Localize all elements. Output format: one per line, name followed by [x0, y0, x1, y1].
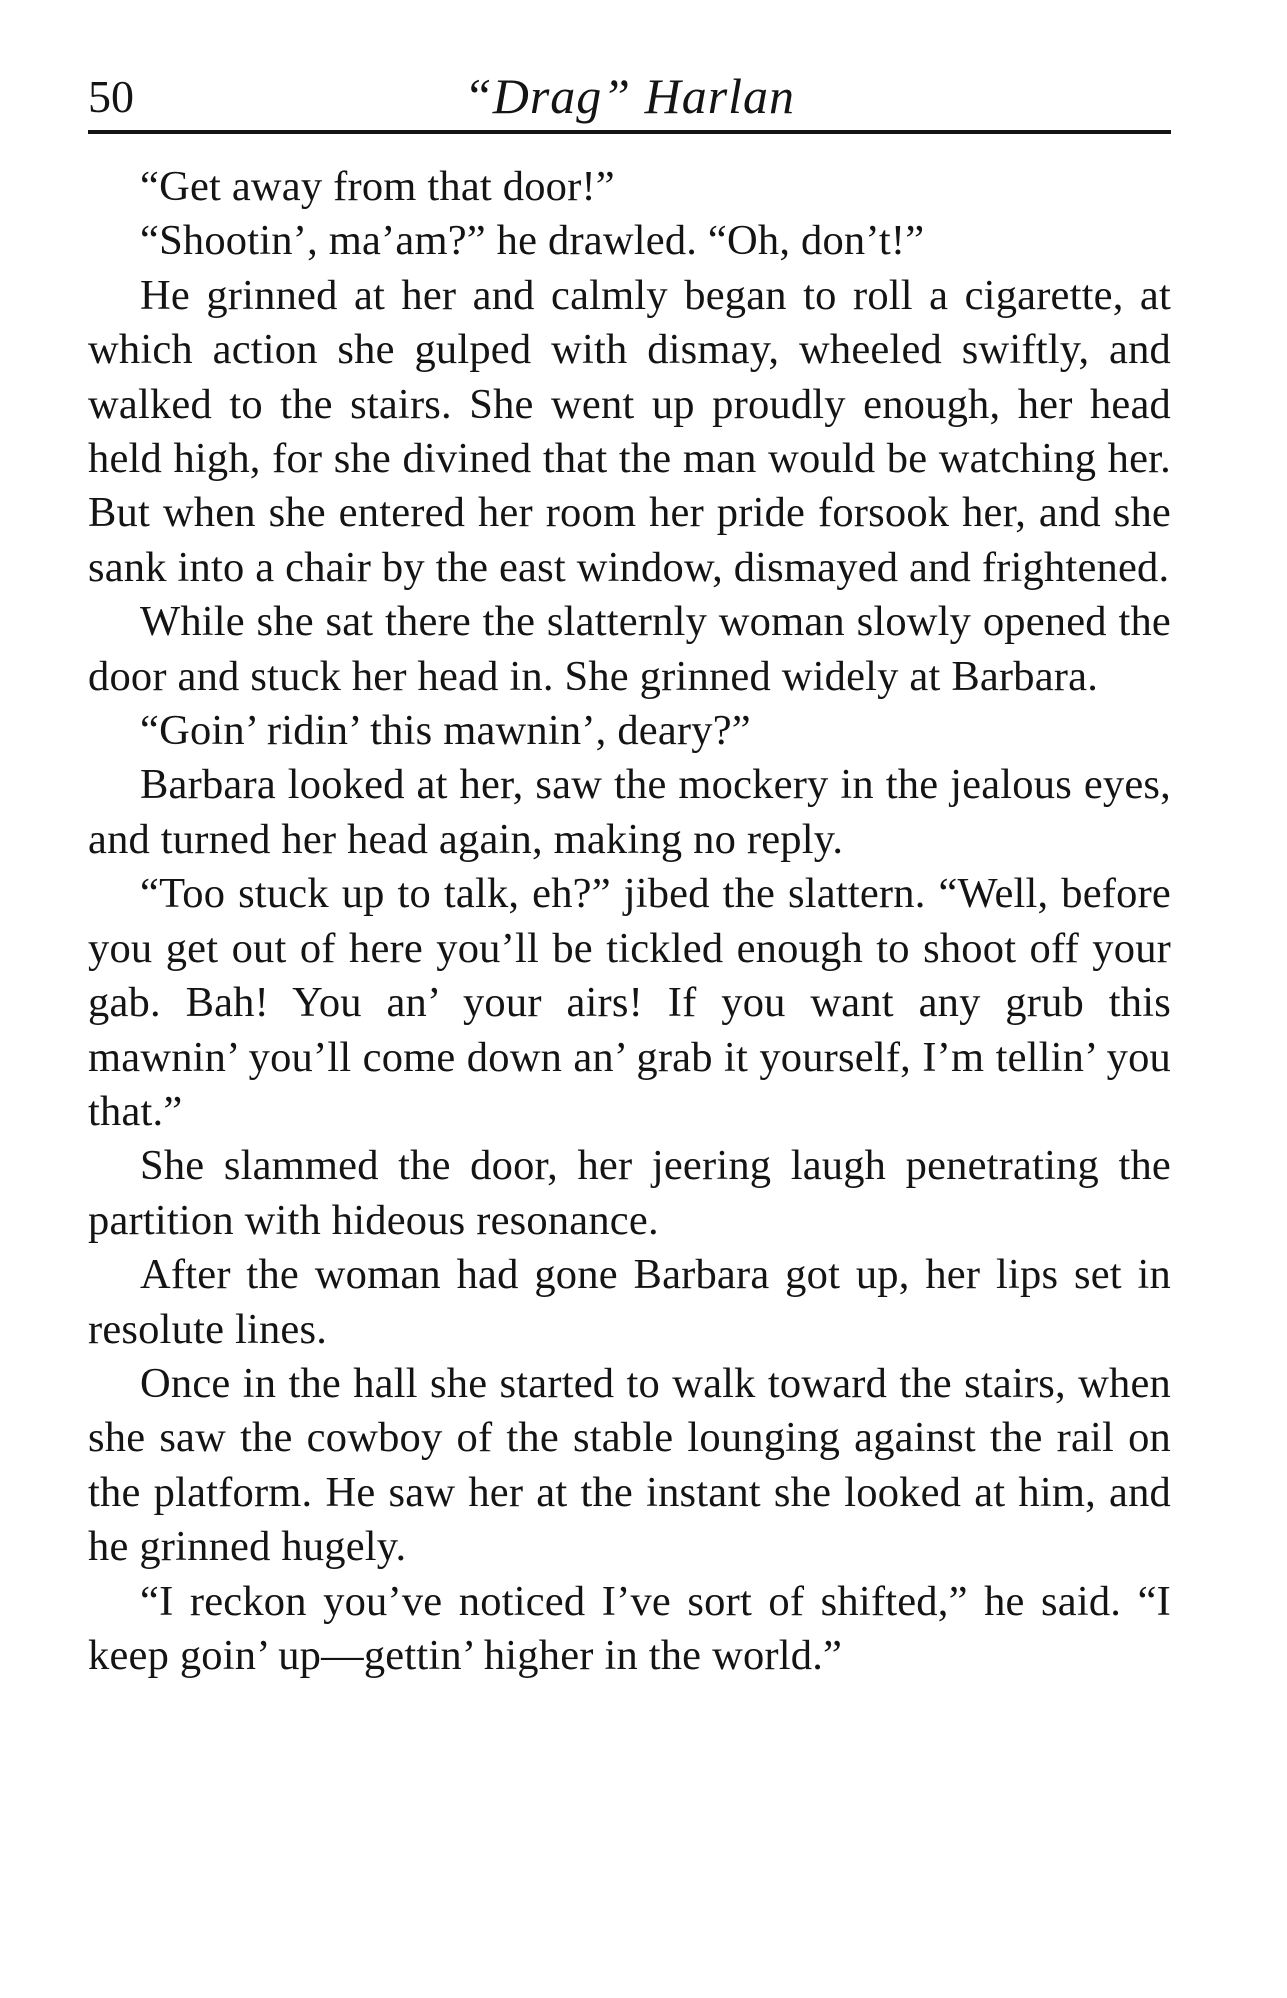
paragraph: He grinned at her and calmly began to roll a cigarette, at which action she gulped with dismay, wheeled swiftly, and walked to the stairs. She went up proudly enough, her head held high, for she divined that the man would be watching her. But when she entered her room her pride forsook her, and she sank into a chair by the east window, dismayed and frightened.	[88, 271, 1171, 591]
paragraph: “Get away from that door!”	[140, 163, 615, 210]
page-header	[88, 60, 1171, 134]
paragraph: While she sat there the slatternly woman slowly opened the door and stuck her head in. She grinned widely at Barbara.	[88, 598, 1171, 700]
paragraph: “Too stuck up to talk, eh?” jibed the slattern. “Well, before you get out of here you’ll be tickled enough to shoot off your gab. Bah! You an’ your airs! If you want any grub this mawnin’ you’ll come down an’ grab it yourself, I’m tellin’ you that.”	[88, 870, 1171, 1135]
paragraph: After the woman had gone Barbara got up, her lips set in resolute lines.	[88, 1251, 1171, 1353]
paragraph: Barbara looked at her, saw the mockery in the jealous eyes, and turned her head again, making no reply.	[88, 761, 1171, 863]
paragraph: Once in the hall she started to walk toward the stairs, when she saw the cowboy of the stable lounging against the rail on the platform. He saw her at the instant she looked at him, and he grinned hugely.	[88, 1359, 1171, 1571]
paragraph: “Shootin’, ma’am?” he drawled. “Oh, don’t!”	[140, 217, 925, 265]
page-number: 50	[88, 71, 134, 122]
running-title: “Drag” Harlan	[463, 68, 796, 124]
paragraph: “Goin’ ridin’ this mawnin’, deary?”	[140, 707, 751, 755]
paragraph: She slammed the door, her jeering laugh penetrating the partition with hideous resonance.	[88, 1142, 1171, 1244]
book-page	[88, 60, 1171, 1683]
paragraph: “I reckon you’ve noticed I’ve sort of shifted,” he said. “I keep goin’ up—gettin’ higher in the world.”	[88, 1577, 1171, 1679]
body-text	[88, 160, 1171, 1683]
